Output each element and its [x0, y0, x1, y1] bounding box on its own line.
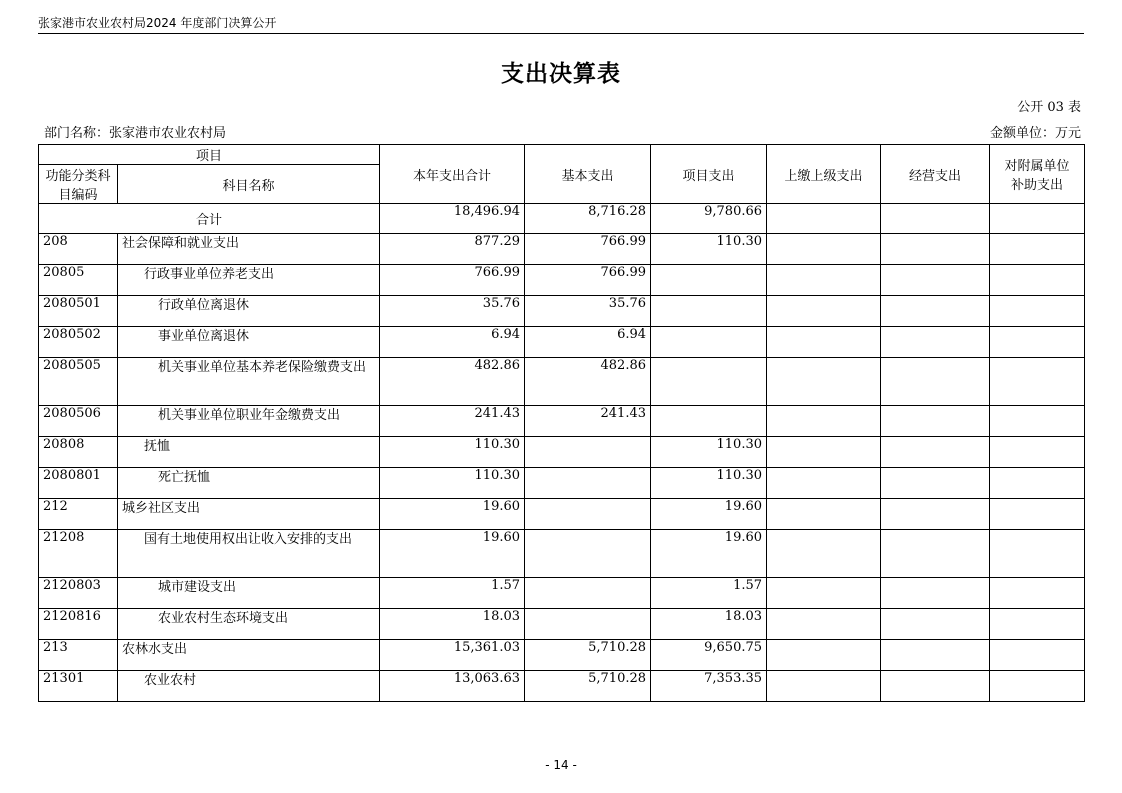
row-upper	[767, 530, 881, 578]
row-project: 110.30	[651, 234, 767, 265]
row-project: 1.57	[651, 578, 767, 609]
row-total: 110.30	[380, 437, 525, 468]
table-row	[39, 530, 1085, 578]
row-project: 7,353.35	[651, 671, 767, 702]
row-project: 19.60	[651, 530, 767, 578]
row-code: 212	[39, 499, 118, 530]
row-name: 机关事业单位基本养老保险缴费支出	[118, 358, 380, 406]
row-upper	[767, 468, 881, 499]
row-basic	[525, 609, 651, 640]
row-name: 抚恤	[118, 437, 380, 468]
row-project	[651, 296, 767, 327]
row-code: 213	[39, 640, 118, 671]
table-row	[39, 640, 1085, 671]
row-business	[881, 265, 990, 296]
total-basic: 8,716.28	[525, 204, 651, 234]
row-project	[651, 265, 767, 296]
row-subsidy	[990, 530, 1085, 578]
header-business: 经营支出	[881, 145, 990, 204]
table-row	[39, 578, 1085, 609]
row-code: 21208	[39, 530, 118, 578]
row-business	[881, 640, 990, 671]
row-basic	[525, 499, 651, 530]
row-upper	[767, 296, 881, 327]
row-upper	[767, 671, 881, 702]
row-name: 国有土地使用权出让收入安排的支出	[118, 530, 380, 578]
row-code: 2080502	[39, 327, 118, 358]
row-upper	[767, 640, 881, 671]
total-project: 9,780.66	[651, 204, 767, 234]
table-row	[39, 358, 1085, 406]
row-code: 2080501	[39, 296, 118, 327]
row-subsidy	[990, 406, 1085, 437]
row-upper	[767, 358, 881, 406]
row-total: 13,063.63	[380, 671, 525, 702]
row-name: 城市建设支出	[118, 578, 380, 609]
row-upper	[767, 327, 881, 358]
row-project: 19.60	[651, 499, 767, 530]
row-total: 1.57	[380, 578, 525, 609]
row-total: 766.99	[380, 265, 525, 296]
row-code: 208	[39, 234, 118, 265]
row-business	[881, 296, 990, 327]
row-total: 877.29	[380, 234, 525, 265]
table-row	[39, 437, 1085, 468]
table-row	[39, 234, 1085, 265]
row-name: 行政事业单位养老支出	[118, 265, 380, 296]
header-total: 本年支出合计	[380, 145, 525, 204]
table-row	[39, 296, 1085, 327]
row-upper	[767, 437, 881, 468]
row-project: 18.03	[651, 609, 767, 640]
row-name: 机关事业单位职业年金缴费支出	[118, 406, 380, 437]
row-basic	[525, 530, 651, 578]
row-upper	[767, 406, 881, 437]
row-subsidy	[990, 468, 1085, 499]
row-name: 农业农村生态环境支出	[118, 609, 380, 640]
row-subsidy	[990, 265, 1085, 296]
row-code: 2080505	[39, 358, 118, 406]
row-name: 农林水支出	[118, 640, 380, 671]
row-business	[881, 327, 990, 358]
row-subsidy	[990, 640, 1085, 671]
header-code: 功能分类科目编码	[39, 165, 118, 204]
table-row	[39, 671, 1085, 702]
row-basic: 766.99	[525, 265, 651, 296]
header-subsidy: 对附属单位补助支出	[990, 145, 1085, 204]
row-project	[651, 358, 767, 406]
row-basic	[525, 437, 651, 468]
header-project: 项目支出	[651, 145, 767, 204]
row-business	[881, 234, 990, 265]
row-subsidy	[990, 296, 1085, 327]
row-business	[881, 499, 990, 530]
row-total: 35.76	[380, 296, 525, 327]
row-subsidy	[990, 358, 1085, 406]
row-upper	[767, 234, 881, 265]
row-code: 2080801	[39, 468, 118, 499]
row-subsidy	[990, 499, 1085, 530]
table-row	[39, 468, 1085, 499]
table-row	[39, 265, 1085, 296]
total-business	[881, 204, 990, 234]
row-subsidy	[990, 671, 1085, 702]
row-total: 482.86	[380, 358, 525, 406]
row-code: 2080506	[39, 406, 118, 437]
header-upper: 上缴上级支出	[767, 145, 881, 204]
row-name: 城乡社区支出	[118, 499, 380, 530]
row-subsidy	[990, 327, 1085, 358]
row-total: 241.43	[380, 406, 525, 437]
table-title: 支出决算表	[501, 61, 621, 87]
table-row	[39, 327, 1085, 358]
amount-unit: 金额单位：万元	[989, 126, 1081, 141]
row-project	[651, 406, 767, 437]
row-total: 19.60	[380, 499, 525, 530]
row-code: 2120816	[39, 609, 118, 640]
row-project: 110.30	[651, 468, 767, 499]
row-code: 20808	[39, 437, 118, 468]
row-basic: 766.99	[525, 234, 651, 265]
total-upper	[767, 204, 881, 234]
row-name: 社会保障和就业支出	[118, 234, 380, 265]
department-name: 部门名称：张家港市农业农村局	[44, 126, 227, 141]
row-basic: 241.43	[525, 406, 651, 437]
row-business	[881, 437, 990, 468]
table-row	[39, 609, 1085, 640]
row-subsidy	[990, 609, 1085, 640]
row-basic: 6.94	[525, 327, 651, 358]
row-project: 9,650.75	[651, 640, 767, 671]
expenditure-table	[38, 144, 1085, 702]
total-total: 18,496.94	[380, 204, 525, 234]
row-business	[881, 468, 990, 499]
row-total: 18.03	[380, 609, 525, 640]
header-basic: 基本支出	[525, 145, 651, 204]
row-project	[651, 327, 767, 358]
page-number: - 14 -	[545, 758, 577, 772]
row-basic: 482.86	[525, 358, 651, 406]
row-business	[881, 406, 990, 437]
table-row	[39, 406, 1085, 437]
row-project: 110.30	[651, 437, 767, 468]
row-basic	[525, 578, 651, 609]
row-upper	[767, 578, 881, 609]
table-row	[39, 499, 1085, 530]
row-business	[881, 530, 990, 578]
row-basic: 5,710.28	[525, 671, 651, 702]
total-row	[39, 204, 1085, 234]
row-upper	[767, 265, 881, 296]
row-name: 事业单位离退休	[118, 327, 380, 358]
row-subsidy	[990, 437, 1085, 468]
row-subsidy	[990, 578, 1085, 609]
total-subsidy	[990, 204, 1085, 234]
row-name: 行政单位离退休	[118, 296, 380, 327]
row-total: 19.60	[380, 530, 525, 578]
row-name: 农业农村	[118, 671, 380, 702]
header-item: 项目	[39, 145, 380, 165]
row-business	[881, 609, 990, 640]
row-upper	[767, 609, 881, 640]
table-number: 公开 03 表	[1017, 100, 1081, 115]
row-basic: 35.76	[525, 296, 651, 327]
row-business	[881, 671, 990, 702]
row-total: 15,361.03	[380, 640, 525, 671]
row-total: 6.94	[380, 327, 525, 358]
row-name: 死亡抚恤	[118, 468, 380, 499]
row-basic	[525, 468, 651, 499]
row-subsidy	[990, 234, 1085, 265]
document-header: 张家港市农业农村局2024 年度部门决算公开	[38, 16, 277, 30]
row-business	[881, 358, 990, 406]
row-code: 20805	[39, 265, 118, 296]
total-label: 合计	[39, 204, 380, 234]
header-name: 科目名称	[118, 165, 380, 204]
row-basic: 5,710.28	[525, 640, 651, 671]
header-rule	[38, 33, 1084, 34]
row-upper	[767, 499, 881, 530]
row-code: 2120803	[39, 578, 118, 609]
row-code: 21301	[39, 671, 118, 702]
row-business	[881, 578, 990, 609]
row-total: 110.30	[380, 468, 525, 499]
